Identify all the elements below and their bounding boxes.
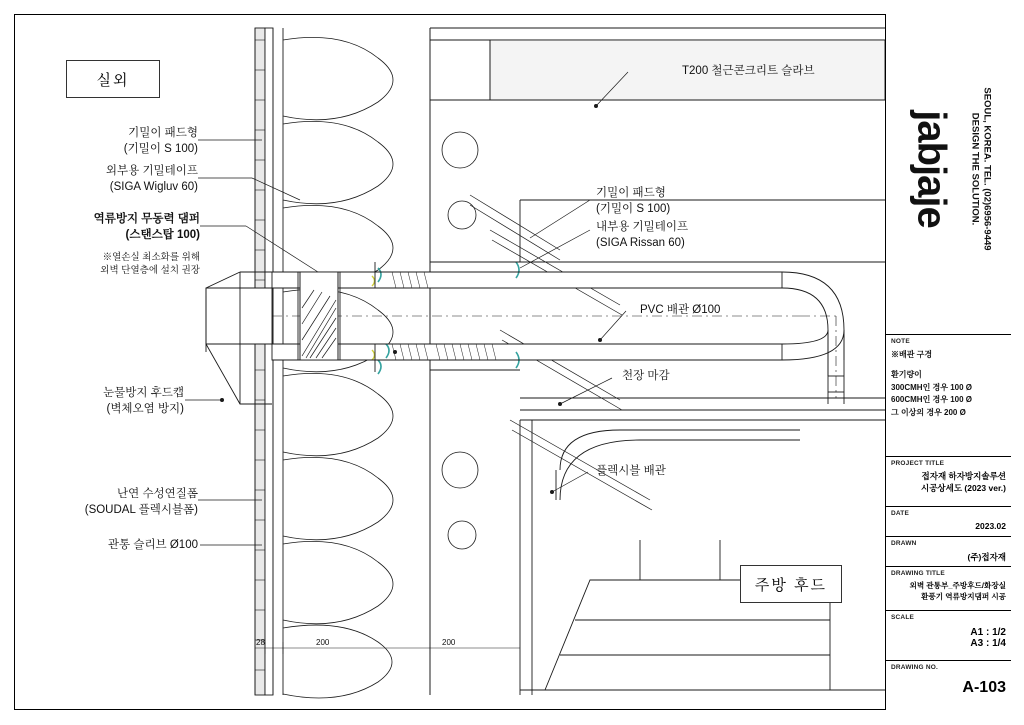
hood-tag bbox=[740, 565, 842, 603]
hood-tag-label: 주방 후드 bbox=[754, 576, 828, 594]
note-line-4: 300CMH인 경우 100 Ø bbox=[891, 382, 972, 392]
note-section bbox=[886, 336, 1011, 421]
scale-line-1: A1 : 1/2 bbox=[970, 627, 1006, 638]
label-flexible-duct: 플렉시블 배관 bbox=[596, 465, 666, 477]
note-line-1: ※배관 구경 bbox=[891, 350, 933, 359]
scale-line-2: A3 : 1/4 bbox=[970, 638, 1006, 649]
drawing-title-line-2: 환풍기 역류방지댐퍼 시공 bbox=[921, 592, 1006, 601]
project-caption: PROJECT TITLE bbox=[891, 460, 945, 467]
date-value: 2023.02 bbox=[975, 521, 1006, 531]
scale-caption: SCALE bbox=[891, 614, 915, 621]
label-backdraft-damper: 역류방지 무동력 댐퍼 (스탠스탑 100) bbox=[93, 213, 200, 241]
label-interior-airtight-tape: 내부용 기밀테이프 (SIGA Rissan 60) bbox=[596, 221, 689, 249]
label-damper-note: ※열손실 최소화를 위해 외벽 단열층에 설치 권장 bbox=[100, 252, 200, 276]
label-hood-cap: 눈물방지 후드캡 (벽체오염 방지) bbox=[103, 387, 184, 415]
label-rc-slab: T200 철근콘크리트 슬라브 bbox=[682, 65, 815, 77]
drawing-no-value: A-103 bbox=[962, 679, 1006, 696]
room-tag-label: 실외 bbox=[96, 71, 130, 89]
title-block bbox=[885, 14, 1010, 710]
label-pvc-duct: PVC 배관 Ø100 bbox=[640, 304, 721, 316]
dimension-200-a: 200 bbox=[316, 638, 330, 647]
note-line-5: 600CMH인 경우 100 Ø bbox=[891, 395, 972, 405]
label-exterior-airtight-tape: 외부용 기밀테이프 (SIGA Wigluv 60) bbox=[105, 165, 198, 193]
dimension-200-b: 200 bbox=[442, 638, 456, 647]
brand-block bbox=[886, 44, 1011, 294]
project-line-1: 접자재 하자방지솔루션 bbox=[921, 471, 1006, 481]
brand-sub-line-2: SEOUL, KOREA. TEL. (02)6956-9449 bbox=[981, 87, 992, 251]
label-sleeve: 관통 슬리브 Ø100 bbox=[107, 539, 198, 551]
drawing-title-line-1: 외벽 관통부_주방후드/화장실 bbox=[909, 581, 1006, 590]
dimension-28: 28 bbox=[256, 638, 265, 647]
label-flexible-foam: 난연 수성연질폼 (SOUDAL 플렉시블폼) bbox=[84, 488, 198, 516]
drawing-no-caption: DRAWING NO. bbox=[891, 664, 938, 671]
label-gasket-pad-right: 기밀이 패드형 (기밀이 S 100) bbox=[596, 187, 671, 215]
drawing-title-section bbox=[886, 568, 1011, 604]
note-line-6: 그 이상의 경우 200 Ø bbox=[891, 407, 966, 417]
label-gasket-pad-left: 기밀이 패드형 (기밀이 S 100) bbox=[123, 127, 198, 155]
room-tag-exterior bbox=[66, 60, 160, 98]
note-caption: NOTE bbox=[891, 338, 910, 345]
date-caption: DATE bbox=[891, 510, 910, 517]
project-section bbox=[886, 458, 1011, 496]
drawing-no-section bbox=[886, 662, 1011, 699]
drawn-value: (주)접자재 bbox=[967, 552, 1006, 562]
label-ceiling-finish: 천장 마감 bbox=[622, 370, 670, 382]
scale-section bbox=[886, 612, 1011, 651]
brand-name: jabjaje bbox=[909, 110, 953, 228]
project-line-2: 시공상세도 (2023 ver.) bbox=[920, 483, 1006, 493]
drawing-title-caption: DRAWING TITLE bbox=[891, 570, 945, 577]
note-line-3: 환기량이 bbox=[891, 370, 922, 380]
brand-sub-line-1: DESIGN THE SOLUTION. bbox=[969, 112, 980, 226]
drawn-section bbox=[886, 538, 1011, 565]
drawn-caption: DRAWN bbox=[891, 540, 917, 547]
date-section bbox=[886, 508, 1011, 533]
